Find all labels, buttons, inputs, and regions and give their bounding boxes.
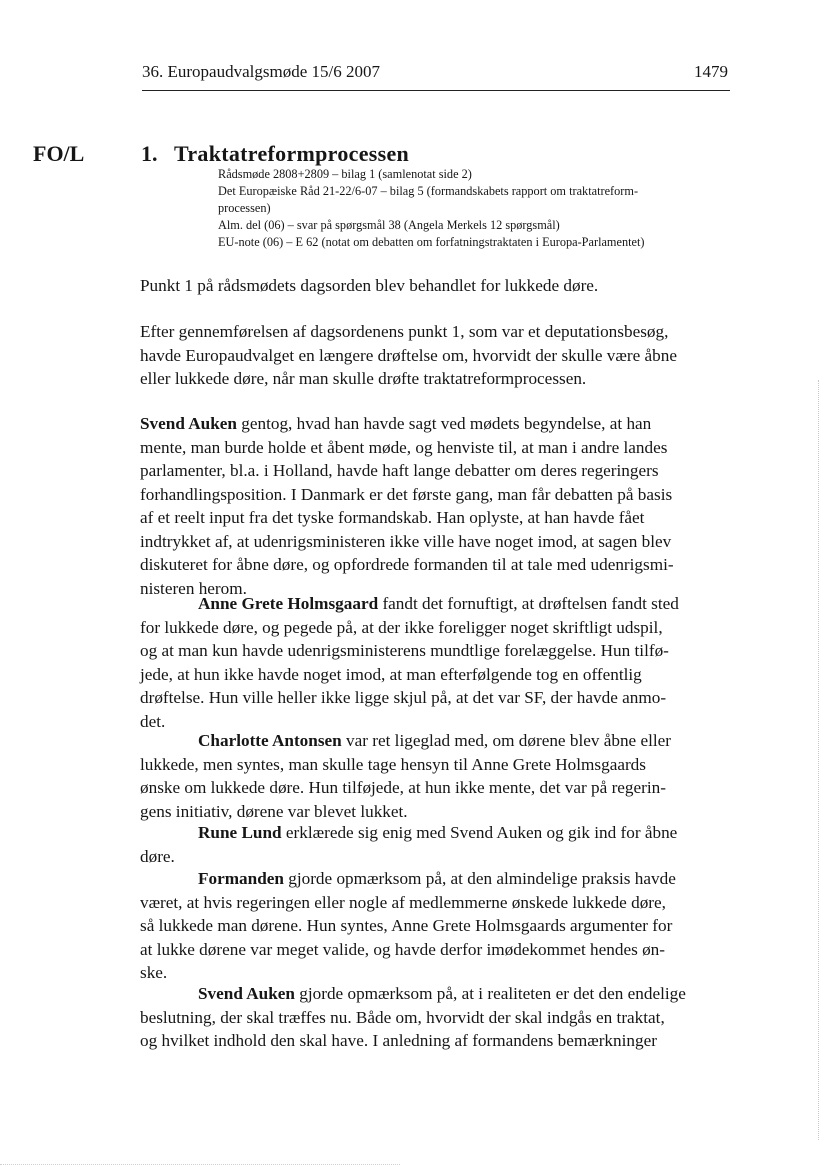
text-line: beslutning, der skal træffes nu. Både om, hvorvidt der skal indgås en traktat, [140, 1007, 665, 1027]
meeting-title: 36. Europaudvalgsmøde 15/6 2007 [142, 62, 380, 81]
text-line [140, 412, 740, 436]
page-number: 1479 [694, 62, 728, 81]
scan-bottom-artifact [0, 1164, 400, 1165]
section-title: Traktatreformprocessen [174, 141, 410, 166]
text-line: været, at hvis regeringen eller nogle af medlemmerne ønskede lukkede døre, [140, 892, 666, 912]
reference-line: Det Europæiske Råd 21-22/6-07 – bilag 5 (formandskabets rapport om traktatreform- [218, 184, 639, 199]
text-line: Punkt 1 på rådsmødets dagsorden blev behandlet for lukkede døre. [140, 276, 599, 295]
text-line: ønske om lukkede døre. Hun tilføjede, at hun ikke mente, det var på regerin- [140, 778, 666, 797]
text-line [140, 729, 740, 753]
text-line: drøftelse. Hun ville heller ikke ligge skjul på, at det var SF, der havde anmo- [140, 688, 667, 707]
text-line: det. [140, 711, 166, 731]
line-text: gentog, hvad han havde sagt ved mødets begyndelse, at han [236, 414, 652, 433]
paragraph-auken-1 [140, 412, 740, 600]
text-line: døre. [140, 846, 175, 866]
text-line: indtrykket af, at udenrigsministeren ikke ville have noget imod, at sagen blev [140, 531, 672, 551]
paragraph-closed-doors [140, 274, 740, 298]
text-line [140, 821, 740, 845]
text-line: for lukkede døre, og pegede på, at der ikke foreligger noget skriftligt udspil, [140, 617, 663, 637]
paragraph-holmsgaard [140, 592, 740, 733]
text-line: lukkede, men syntes, man skulle tage hensyn til Anne Grete Holmsgaards [140, 754, 646, 774]
reference-line: processen) [218, 201, 271, 216]
line-text: gjorde opmærksom på, at i realiteten er det den endelige [294, 984, 686, 1003]
text-line: at lukke dørene var meget valide, og havde derfor imødekommet hendes øn- [140, 939, 665, 959]
side-label: FO/L [33, 141, 85, 166]
text-line [140, 592, 740, 616]
text-line: nisteren herom. [140, 578, 247, 598]
reference-line: Alm. del (06) – svar på spørgsmål 38 (Angela Merkels 12 spørgsmål) [218, 218, 560, 233]
header-rule [142, 90, 730, 91]
text-line: af et reelt input fra det tyske formandskab. Han oplyste, at han havde fået [140, 508, 645, 527]
text-line: jede, at hun ikke havde noget imod, at man efterfølgende tog en offentlig [140, 664, 642, 684]
text-line: og at man kun havde udenrigsministerens mundtlige forelæggelse. Hun tilfø- [140, 641, 669, 660]
text-line: forhandlingsposition. I Danmark er det første gang, man får debatten på basis [140, 484, 673, 504]
text-line: Efter gennemførelsen af dagsordenens punkt 1, som var et deputationsbesøg, [140, 322, 669, 341]
text-line: parlamenter, bl.a. i Holland, havde haft lange debatter om deres regeringers [140, 461, 659, 480]
section-number: 1. [141, 141, 158, 166]
line-text: gjorde opmærksom på, at den almindelige praksis havde [283, 869, 676, 888]
text-line: og hvilket indhold den skal have. I anledning af formandens bemærkninger [140, 1031, 657, 1050]
text-line: diskuteret for åbne døre, og opfordrede formanden til at tale med udenrigsmi- [140, 555, 674, 574]
reference-line: Rådsmøde 2808+2809 – bilag 1 (samlenotat side 2) [218, 167, 472, 181]
paragraph-lund [140, 821, 740, 868]
speaker-name: Formanden [198, 869, 284, 888]
paragraph-auken-2 [140, 982, 740, 1053]
line-text: erklærede sig enig med Svend Auken og gik ind for åbne [281, 823, 678, 842]
speaker-name: Charlotte Antonsen [198, 731, 342, 750]
text-line: mente, man burde holde et åbent møde, og henviste til, at man i andre landes [140, 437, 668, 457]
text-line: havde Europaudvalget en længere drøftelse om, hvorvidt der skulle være åbne [140, 345, 677, 365]
text-line: eller lukkede døre, når man skulle drøfte traktatreformprocessen. [140, 369, 587, 388]
paragraph-discussion [140, 320, 740, 391]
speaker-name: Svend Auken [198, 984, 295, 1003]
speaker-name: Rune Lund [198, 823, 282, 842]
paragraph-formanden [140, 867, 740, 985]
speaker-name: Svend Auken [140, 414, 237, 433]
reference-line: EU-note (06) – E 62 (notat om debatten om forfatningstraktaten i Europa-Parlamentet) [218, 235, 645, 250]
reference-list [218, 166, 738, 251]
scan-edge-artifact [817, 380, 819, 1140]
text-line: gens initiativ, dørene var blevet lukket. [140, 801, 408, 821]
text-line: så lukkede man dørene. Hun syntes, Anne Grete Holmsgaards argumenter for [140, 916, 673, 935]
paragraph-antonsen [140, 729, 740, 823]
speaker-name: Anne Grete Holmsgaard [198, 594, 379, 613]
text-line [140, 982, 740, 1006]
line-text: fandt det fornuftigt, at drøftelsen fandt sted [378, 594, 679, 613]
page-header [142, 62, 728, 88]
text-line [140, 867, 740, 891]
text-line: ske. [140, 963, 168, 982]
line-text: var ret ligeglad med, om dørene blev åbne eller [341, 731, 672, 750]
